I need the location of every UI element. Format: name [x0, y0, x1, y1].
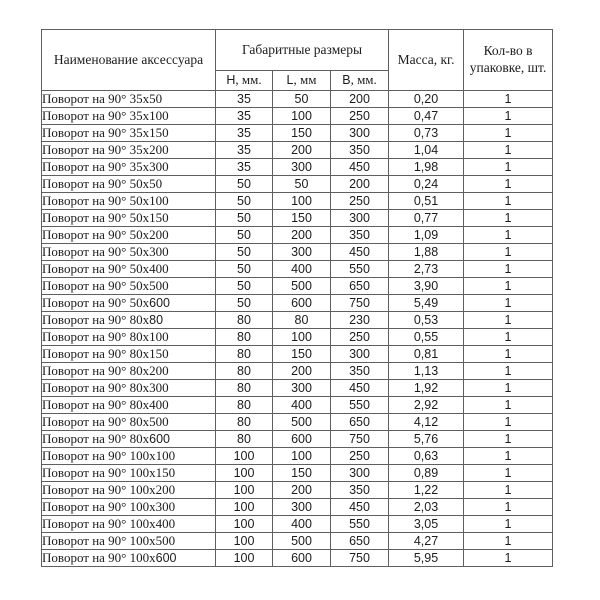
dimension-l-cell: 200 — [273, 363, 331, 380]
table-row — [42, 516, 553, 533]
dimension-b-cell: 550 — [331, 397, 389, 414]
qty-cell: 1 — [464, 125, 553, 142]
accessory-name-text: Поворот на 90° 100x — [42, 550, 156, 565]
qty-cell: 1 — [464, 278, 553, 295]
accessory-name-cell — [42, 329, 216, 346]
b-letter: B — [342, 73, 351, 88]
accessory-name-cell — [42, 448, 216, 465]
dimension-l-cell: 50 — [273, 176, 331, 193]
table-row — [42, 159, 553, 176]
column-header-l-mm — [273, 71, 331, 91]
dimension-b-cell: 450 — [331, 499, 389, 516]
qty-cell: 1 — [464, 431, 553, 448]
accessory-name-cell — [42, 550, 216, 567]
accessory-name-text: Поворот на 90° 80x — [42, 431, 150, 446]
table-row — [42, 465, 553, 482]
table-row — [42, 346, 553, 363]
table-row — [42, 312, 553, 329]
dimension-h-cell: 100 — [216, 516, 273, 533]
dimension-h-cell: 100 — [216, 448, 273, 465]
accessory-name-text: Поворот на 90° 50x400 — [42, 261, 169, 276]
dimension-l-cell: 600 — [273, 550, 331, 567]
dimension-h-cell: 35 — [216, 125, 273, 142]
qty-cell: 1 — [464, 295, 553, 312]
dimension-h-cell: 35 — [216, 159, 273, 176]
dimension-l-cell: 150 — [273, 346, 331, 363]
dimension-h-cell: 80 — [216, 397, 273, 414]
accessory-name-cell — [42, 142, 216, 159]
mass-cell: 4,27 — [389, 533, 464, 550]
dimension-l-cell: 100 — [273, 108, 331, 125]
qty-cell: 1 — [464, 363, 553, 380]
accessory-name-text: Поворот на 90° 35x50 — [42, 91, 163, 106]
dimension-l-cell: 600 — [273, 295, 331, 312]
accessory-name-text: Поворот на 90° 80x300 — [42, 380, 169, 395]
dimension-b-cell: 300 — [331, 346, 389, 363]
accessory-name-cell — [42, 533, 216, 550]
dimension-h-cell: 35 — [216, 91, 273, 108]
mass-cell: 5,49 — [389, 295, 464, 312]
accessory-name-text: Поворот на 90° 50x150 — [42, 210, 169, 225]
accessory-name-text: Поворот на 90° 35x300 — [42, 159, 169, 174]
accessory-name-text: Поворот на 90° 50x200 — [42, 227, 169, 242]
accessory-name-text: Поворот на 90° 80x100 — [42, 329, 169, 344]
accessory-name-text: Поворот на 90° 50x — [42, 295, 150, 310]
mass-cell: 0,89 — [389, 465, 464, 482]
table-row — [42, 176, 553, 193]
dimension-b-cell: 200 — [331, 176, 389, 193]
mass-cell: 0,81 — [389, 346, 464, 363]
table-row — [42, 380, 553, 397]
mass-cell: 2,03 — [389, 499, 464, 516]
mass-cell: 0,47 — [389, 108, 464, 125]
table-row — [42, 125, 553, 142]
mass-cell: 0,63 — [389, 448, 464, 465]
dimension-b-cell: 450 — [331, 244, 389, 261]
mass-cell: 0,20 — [389, 91, 464, 108]
dimension-l-cell: 300 — [273, 159, 331, 176]
accessory-name-cell — [42, 295, 216, 312]
mass-cell: 0,73 — [389, 125, 464, 142]
table-row — [42, 244, 553, 261]
accessory-name-cell — [42, 465, 216, 482]
table-row — [42, 397, 553, 414]
dimension-h-cell: 50 — [216, 244, 273, 261]
accessory-name-text: Поворот на 90° 50x100 — [42, 193, 169, 208]
dimension-l-cell: 100 — [273, 329, 331, 346]
accessory-name-cell — [42, 278, 216, 295]
table-header — [42, 30, 553, 91]
qty-cell: 1 — [464, 108, 553, 125]
accessory-name-text: Поворот на 90° 80x400 — [42, 397, 169, 412]
dimension-h-cell: 50 — [216, 295, 273, 312]
accessory-name-suffix: 600 — [155, 551, 177, 565]
dimension-h-cell: 50 — [216, 227, 273, 244]
mass-cell: 5,95 — [389, 550, 464, 567]
table-row — [42, 142, 553, 159]
qty-cell: 1 — [464, 550, 553, 567]
qty-cell: 1 — [464, 499, 553, 516]
dimension-h-cell: 80 — [216, 363, 273, 380]
dimension-b-cell: 250 — [331, 329, 389, 346]
table-row — [42, 482, 553, 499]
qty-cell: 1 — [464, 244, 553, 261]
dimension-h-cell: 35 — [216, 142, 273, 159]
accessory-name-cell — [42, 261, 216, 278]
accessory-name-text: Поворот на 90° 50x500 — [42, 278, 169, 293]
table-row — [42, 210, 553, 227]
accessory-name-cell — [42, 210, 216, 227]
accessory-name-text: Поворот на 90° 100x200 — [42, 482, 176, 497]
table-row — [42, 261, 553, 278]
dimension-l-cell: 500 — [273, 533, 331, 550]
dimension-b-cell: 300 — [331, 125, 389, 142]
dimension-l-cell: 50 — [273, 91, 331, 108]
dimension-h-cell: 50 — [216, 210, 273, 227]
dimension-b-cell: 450 — [331, 380, 389, 397]
dimension-b-cell: 750 — [331, 550, 389, 567]
table-body — [42, 91, 553, 567]
h-letter: H — [226, 73, 236, 88]
table-row — [42, 448, 553, 465]
accessory-name-cell — [42, 499, 216, 516]
qty-cell: 1 — [464, 482, 553, 499]
accessory-name-cell — [42, 380, 216, 397]
mass-cell: 2,92 — [389, 397, 464, 414]
dimension-b-cell: 750 — [331, 431, 389, 448]
dimension-h-cell: 35 — [216, 108, 273, 125]
mass-cell: 1,22 — [389, 482, 464, 499]
dimension-h-cell: 100 — [216, 550, 273, 567]
dimension-b-cell: 650 — [331, 278, 389, 295]
table-row — [42, 329, 553, 346]
table-row — [42, 295, 553, 312]
l-unit: , мм — [293, 72, 317, 88]
accessory-name-text: Поворот на 90° 80x150 — [42, 346, 169, 361]
dimension-b-cell: 650 — [331, 414, 389, 431]
accessory-name-cell — [42, 91, 216, 108]
column-header-mass: Масса, кг. — [389, 30, 464, 91]
dimension-b-cell: 450 — [331, 159, 389, 176]
accessory-name-text: Поворот на 90° 80x — [42, 312, 150, 327]
l-letter: L — [286, 73, 294, 88]
accessory-name-text: Поворот на 90° 100x400 — [42, 516, 176, 531]
dimension-l-cell: 150 — [273, 465, 331, 482]
table-row — [42, 533, 553, 550]
table-row — [42, 499, 553, 516]
accessory-name-text: Поворот на 90° 50x300 — [42, 244, 169, 259]
dimension-b-cell: 650 — [331, 533, 389, 550]
table-row — [42, 91, 553, 108]
mass-cell: 1,04 — [389, 142, 464, 159]
qty-cell: 1 — [464, 312, 553, 329]
dimension-b-cell: 250 — [331, 193, 389, 210]
accessory-name-cell — [42, 312, 216, 329]
accessory-name-cell — [42, 431, 216, 448]
accessory-name-text: Поворот на 90° 35x200 — [42, 142, 169, 157]
accessory-name-cell — [42, 227, 216, 244]
dimension-h-cell: 80 — [216, 329, 273, 346]
accessory-name-text: Поворот на 90° 80x200 — [42, 363, 169, 378]
b-unit: , мм. — [350, 72, 377, 88]
mass-cell: 4,12 — [389, 414, 464, 431]
mass-cell: 1,92 — [389, 380, 464, 397]
qty-cell: 1 — [464, 465, 553, 482]
dimension-b-cell: 550 — [331, 261, 389, 278]
qty-cell: 1 — [464, 397, 553, 414]
accessory-name-cell — [42, 397, 216, 414]
mass-cell: 1,09 — [389, 227, 464, 244]
dimension-l-cell: 400 — [273, 261, 331, 278]
dimension-b-cell: 350 — [331, 142, 389, 159]
dimension-l-cell: 300 — [273, 499, 331, 516]
dimension-h-cell: 50 — [216, 261, 273, 278]
mass-cell: 0,55 — [389, 329, 464, 346]
dimension-l-cell: 400 — [273, 516, 331, 533]
qty-cell: 1 — [464, 533, 553, 550]
qty-cell: 1 — [464, 261, 553, 278]
dimension-h-cell: 100 — [216, 499, 273, 516]
accessory-dimensions-table — [41, 29, 553, 567]
dimension-l-cell: 200 — [273, 142, 331, 159]
dimension-l-cell: 300 — [273, 244, 331, 261]
qty-cell: 1 — [464, 159, 553, 176]
table-row — [42, 108, 553, 125]
column-header-h-mm — [216, 71, 273, 91]
dimension-h-cell: 80 — [216, 380, 273, 397]
qty-cell: 1 — [464, 91, 553, 108]
table-row — [42, 431, 553, 448]
accessory-name-text: Поворот на 90° 100x150 — [42, 465, 176, 480]
mass-cell: 2,73 — [389, 261, 464, 278]
qty-cell: 1 — [464, 380, 553, 397]
dimension-b-cell: 300 — [331, 210, 389, 227]
accessory-name-cell — [42, 363, 216, 380]
dimension-l-cell: 400 — [273, 397, 331, 414]
dimension-l-cell: 80 — [273, 312, 331, 329]
dimension-b-cell: 350 — [331, 227, 389, 244]
table-row — [42, 550, 553, 567]
qty-cell: 1 — [464, 210, 553, 227]
mass-cell: 0,53 — [389, 312, 464, 329]
accessory-name-cell — [42, 346, 216, 363]
dimension-h-cell: 50 — [216, 193, 273, 210]
dimension-l-cell: 200 — [273, 482, 331, 499]
column-header-b-mm — [331, 71, 389, 91]
dimension-b-cell: 200 — [331, 91, 389, 108]
dimension-b-cell: 350 — [331, 363, 389, 380]
qty-cell: 1 — [464, 329, 553, 346]
qty-cell: 1 — [464, 414, 553, 431]
qty-cell: 1 — [464, 516, 553, 533]
mass-cell: 0,77 — [389, 210, 464, 227]
accessory-name-text: Поворот на 90° 35x100 — [42, 108, 169, 123]
accessory-name-cell — [42, 125, 216, 142]
mass-cell: 1,88 — [389, 244, 464, 261]
dimension-l-cell: 600 — [273, 431, 331, 448]
dimension-l-cell: 200 — [273, 227, 331, 244]
accessory-name-text: Поворот на 90° 80x500 — [42, 414, 169, 429]
qty-cell: 1 — [464, 227, 553, 244]
dimension-h-cell: 80 — [216, 431, 273, 448]
accessory-name-cell — [42, 176, 216, 193]
dimension-b-cell: 750 — [331, 295, 389, 312]
dimension-h-cell: 50 — [216, 176, 273, 193]
dimension-l-cell: 150 — [273, 210, 331, 227]
accessory-name-cell — [42, 482, 216, 499]
accessory-name-text: Поворот на 90° 50x50 — [42, 176, 163, 191]
h-unit: , мм. — [235, 72, 262, 88]
dimension-b-cell: 250 — [331, 448, 389, 465]
qty-cell: 1 — [464, 193, 553, 210]
qty-cell: 1 — [464, 448, 553, 465]
mass-cell: 1,98 — [389, 159, 464, 176]
accessory-name-cell — [42, 244, 216, 261]
dimension-l-cell: 500 — [273, 278, 331, 295]
dimension-l-cell: 500 — [273, 414, 331, 431]
accessory-name-suffix: 80 — [149, 313, 164, 327]
dimension-h-cell: 80 — [216, 414, 273, 431]
table-row — [42, 278, 553, 295]
dimension-h-cell: 50 — [216, 278, 273, 295]
accessory-name-text: Поворот на 90° 100x500 — [42, 533, 176, 548]
accessory-name-text: Поворот на 90° 100x300 — [42, 499, 176, 514]
table-row — [42, 363, 553, 380]
dimension-b-cell: 300 — [331, 465, 389, 482]
accessory-name-suffix: 600 — [149, 432, 170, 446]
accessory-name-cell — [42, 159, 216, 176]
dimension-b-cell: 250 — [331, 108, 389, 125]
dimension-h-cell: 100 — [216, 482, 273, 499]
qty-cell: 1 — [464, 346, 553, 363]
accessory-name-cell — [42, 414, 216, 431]
dimension-b-cell: 550 — [331, 516, 389, 533]
dimension-b-cell: 350 — [331, 482, 389, 499]
table-row — [42, 193, 553, 210]
dimension-l-cell: 300 — [273, 380, 331, 397]
accessory-name-cell — [42, 193, 216, 210]
table-row — [42, 414, 553, 431]
dimension-b-cell: 230 — [331, 312, 389, 329]
column-header-qty-per-pack: Кол-во в упаковке, шт. — [464, 30, 553, 91]
table-row — [42, 227, 553, 244]
qty-cell: 1 — [464, 142, 553, 159]
column-header-accessory-name: Наименование аксессуара — [42, 30, 216, 91]
mass-cell: 0,24 — [389, 176, 464, 193]
dimension-h-cell: 100 — [216, 533, 273, 550]
accessory-name-cell — [42, 516, 216, 533]
qty-cell: 1 — [464, 176, 553, 193]
mass-cell: 1,13 — [389, 363, 464, 380]
mass-cell: 0,51 — [389, 193, 464, 210]
dimension-l-cell: 100 — [273, 448, 331, 465]
dimension-l-cell: 100 — [273, 193, 331, 210]
accessory-name-cell — [42, 108, 216, 125]
mass-cell: 3,05 — [389, 516, 464, 533]
dimension-l-cell: 150 — [273, 125, 331, 142]
column-group-header-dimensions: Габаритные размеры — [216, 30, 389, 71]
dimension-h-cell: 80 — [216, 312, 273, 329]
accessory-name-text: Поворот на 90° 35x150 — [42, 125, 169, 140]
accessory-name-suffix: 600 — [149, 296, 170, 310]
dimension-h-cell: 80 — [216, 346, 273, 363]
dimension-h-cell: 100 — [216, 465, 273, 482]
accessory-name-text: Поворот на 90° 100x100 — [42, 448, 176, 463]
mass-cell: 5,76 — [389, 431, 464, 448]
mass-cell: 3,90 — [389, 278, 464, 295]
